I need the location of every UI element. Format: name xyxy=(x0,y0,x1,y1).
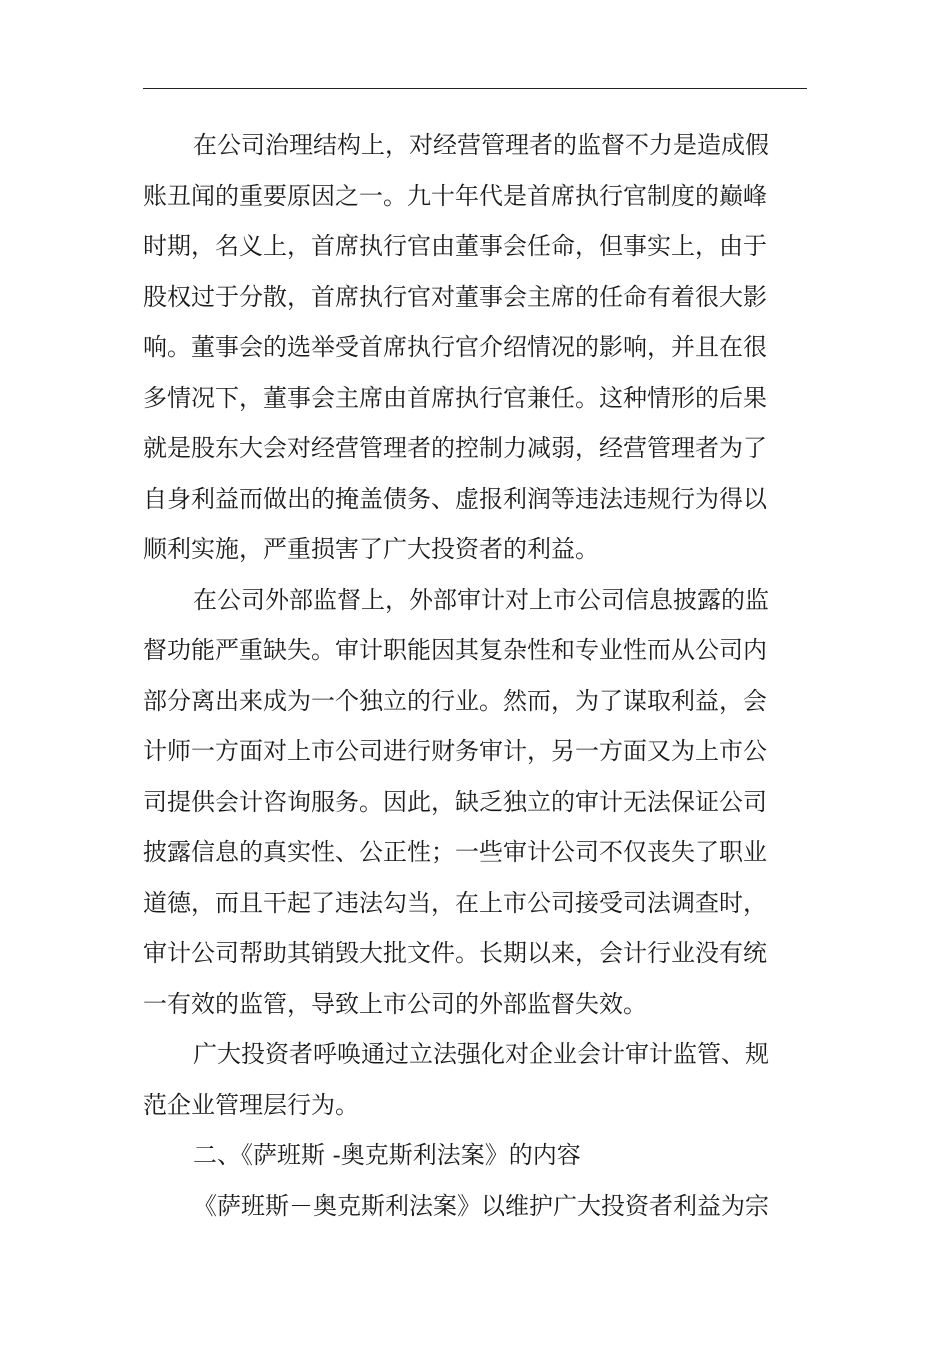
header-rule xyxy=(143,88,807,89)
paragraph-line: 广大投资者呼唤通过立法强化对企业会计审计监管、规 xyxy=(193,1040,769,1068)
paragraph-line: 范企业管理层行为。 xyxy=(143,1090,359,1119)
paragraph-line: 顺利实施，严重损害了广大投资者的利益。 xyxy=(143,535,599,563)
paragraph-line: 在公司治理结构上，对经营管理者的监督不力是造成假 xyxy=(193,131,769,159)
paragraph-line: 道德，而且干起了违法勾当，在上市公司接受司法调查时， xyxy=(143,888,767,917)
paragraph-line: 股权过于分散，首席执行官对董事会主席的任命有着很大影 xyxy=(143,282,767,311)
paragraph-line: 响。董事会的选举受首席执行官介绍情况的影响，并且在很 xyxy=(143,333,767,361)
paragraph-line: 一有效的监管，导致上市公司的外部监督失效。 xyxy=(143,989,647,1018)
paragraph-line: 部分离出来成为一个独立的行业。然而，为了谋取利益，会 xyxy=(143,686,767,715)
paragraph-line: 在公司外部监督上，外部审计对上市公司信息披露的监 xyxy=(193,585,769,614)
paragraph-line: 自身利益而做出的掩盖债务、虚报利润等违法违规行为得以 xyxy=(143,484,767,513)
paragraph-line: 计师一方面对上市公司进行财务审计，另一方面又为上市公 xyxy=(143,737,767,765)
paragraph-line: 时期，名义上，首席执行官由董事会任命，但事实上，由于 xyxy=(143,232,767,260)
section-heading: 二、《萨班斯 -奥克斯利法案》的内容 xyxy=(193,1141,581,1169)
paragraph-line: 《萨班斯－奥克斯利法案》以维护广大投资者利益为宗 xyxy=(193,1191,769,1220)
paragraph-line: 披露信息的真实性、公正性；一些审计公司不仅丧失了职业 xyxy=(143,838,767,866)
paragraph-line: 就是股东大会对经营管理者的控制力减弱，经营管理者为了 xyxy=(143,434,767,462)
paragraph-line: 司提供会计咨询服务。因此，缺乏独立的审计无法保证公司 xyxy=(143,787,767,816)
paragraph-line: 账丑闻的重要原因之一。九十年代是首席执行官制度的巅峰 xyxy=(143,181,767,210)
paragraph-line: 审计公司帮助其销毁大批文件。长期以来，会计行业没有统 xyxy=(143,939,767,967)
body-text xyxy=(143,120,769,1231)
paragraph-line: 多情况下，董事会主席由首席执行官兼任。这种情形的后果 xyxy=(143,383,767,412)
paragraph-line: 督功能严重缺失。审计职能因其复杂性和专业性而从公司内 xyxy=(143,636,767,664)
